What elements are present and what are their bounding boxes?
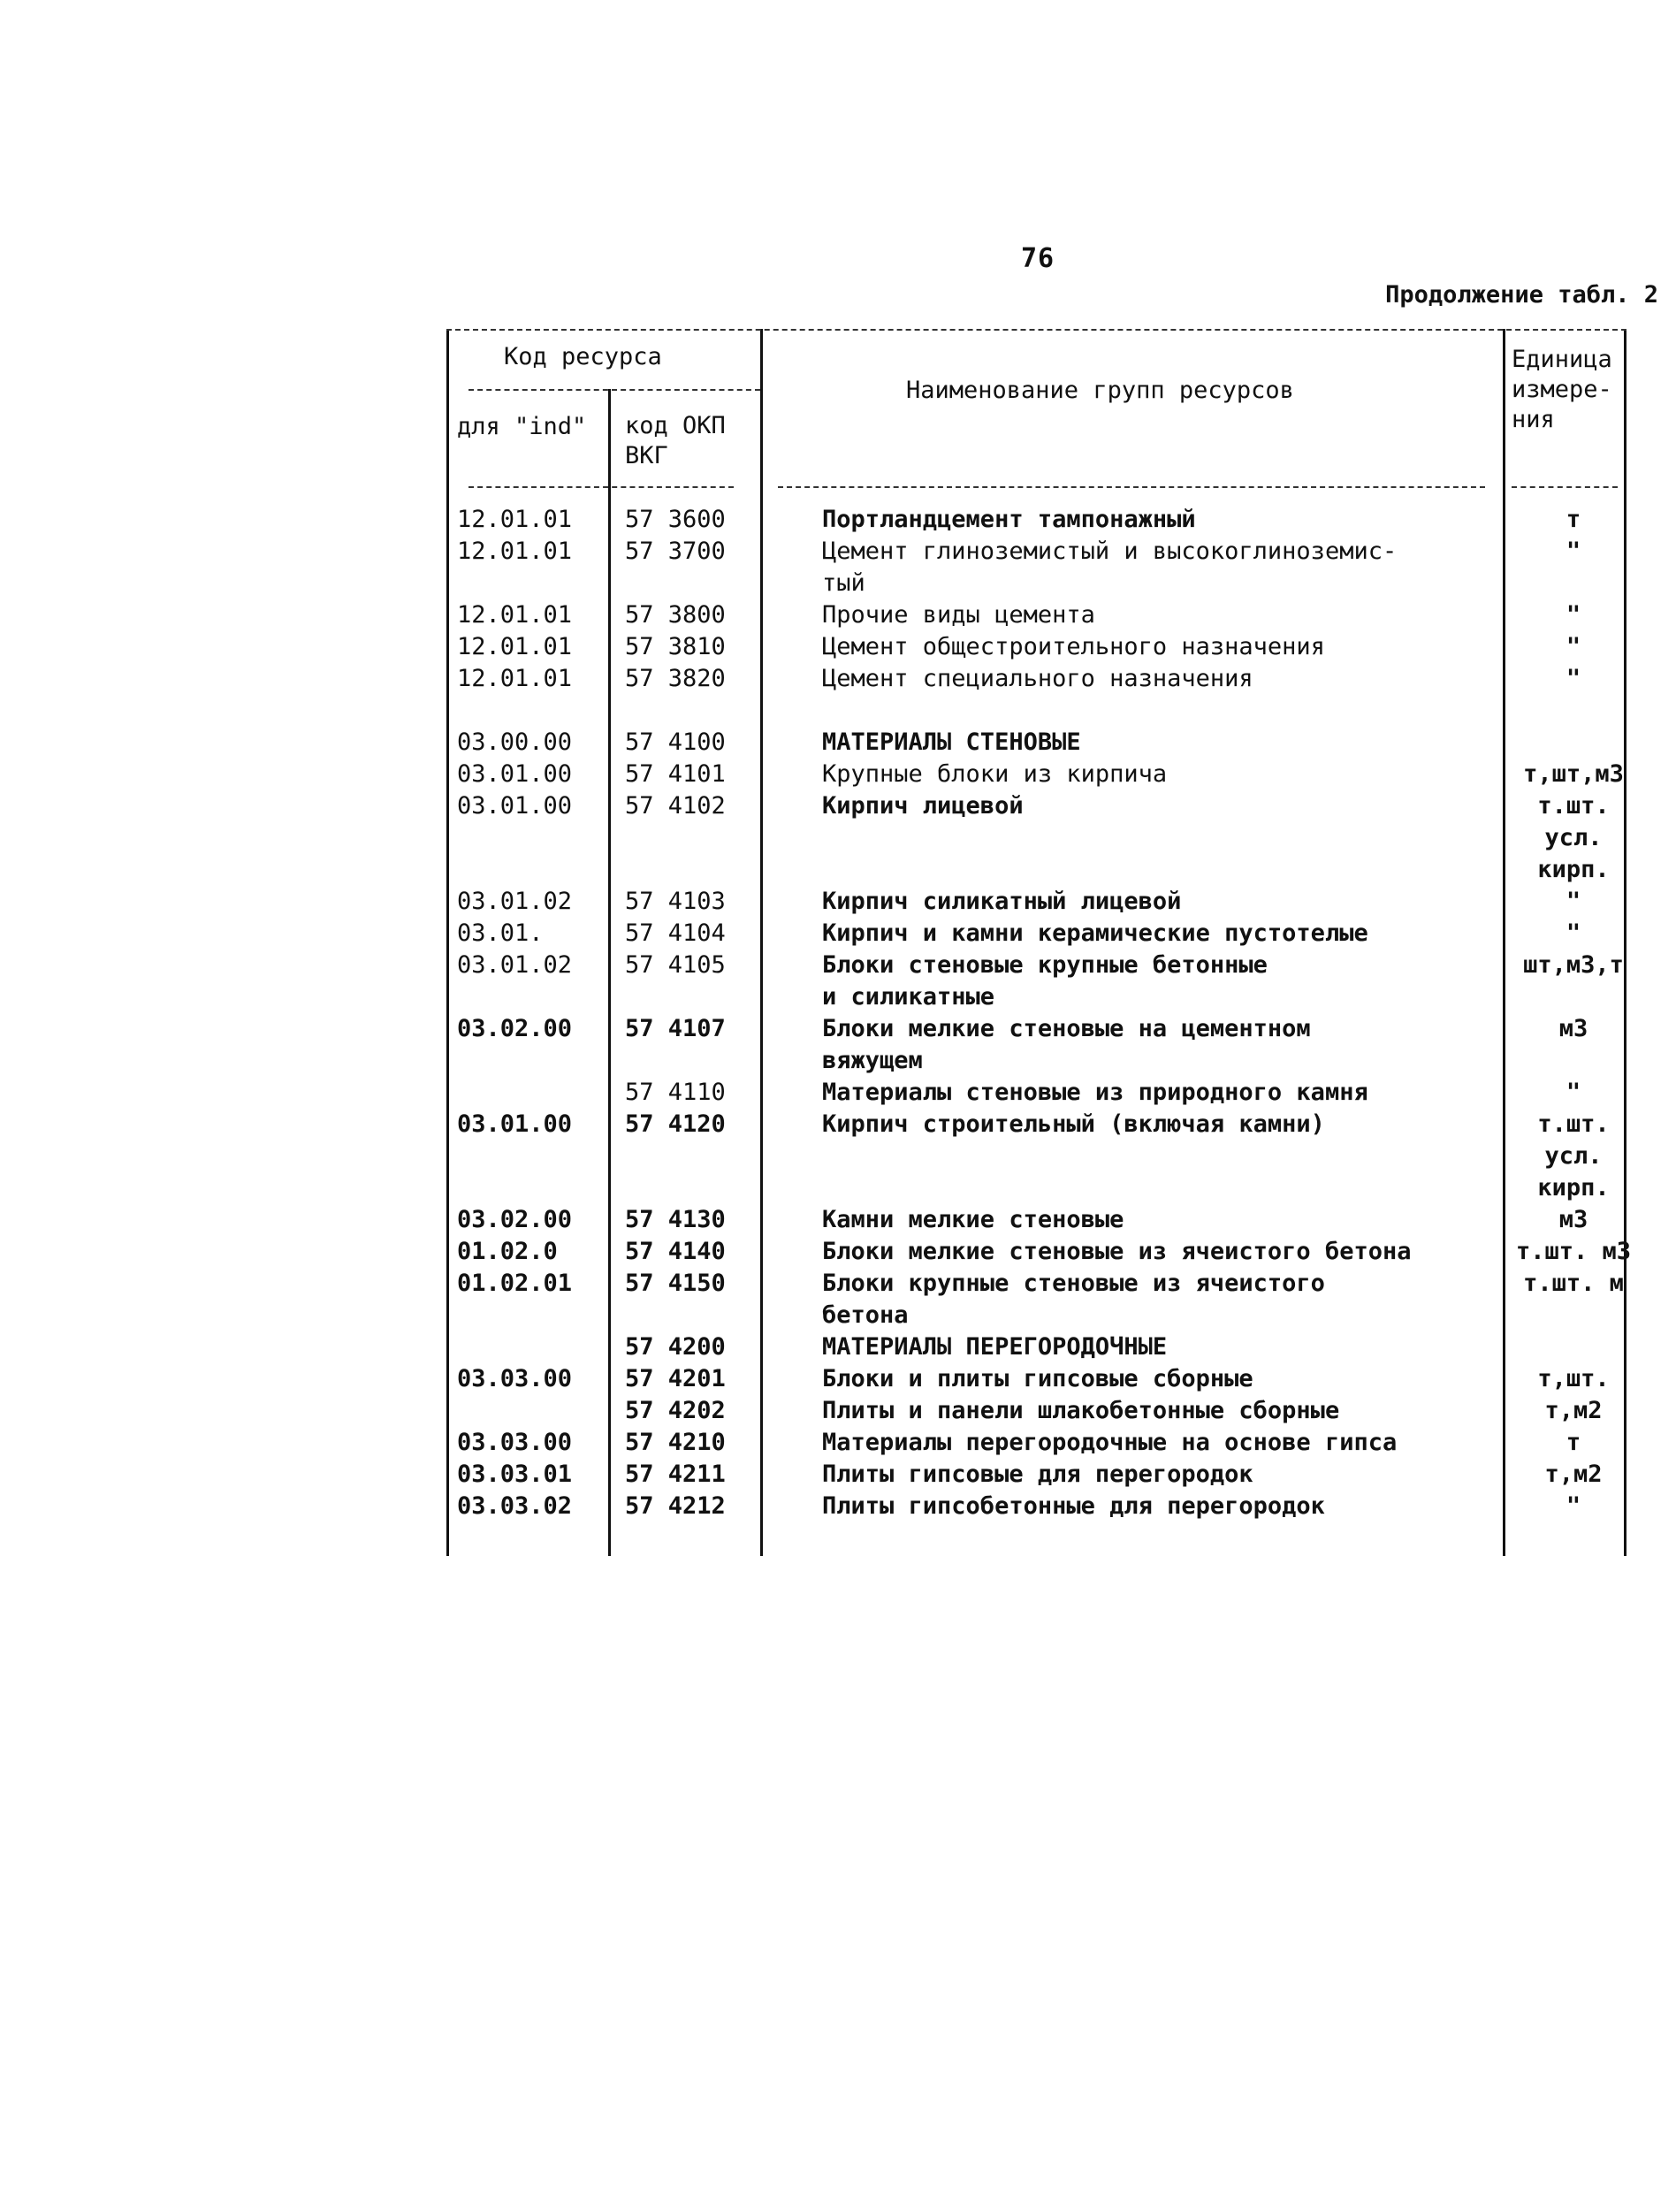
resource-name: Плиты гипсовые для перегородок [822,1461,1253,1488]
resource-name: Плиты гипсобетонные для перегородок [822,1492,1325,1520]
unit-line: усл. [1544,1142,1603,1170]
okp-code: 57 4200 [625,1333,726,1361]
unit-value: т,шт. [1537,1365,1610,1392]
header-bottom-rule [778,486,1485,488]
okp-code: 57 4211 [625,1461,726,1488]
okp-code: 57 4210 [625,1429,726,1456]
resource-name: Блоки и плиты гипсовые сборные [822,1365,1253,1392]
unit-header-line: Единица [1512,346,1612,373]
resource-name: Кирпич силикатный лицевой [822,888,1182,915]
unit-line: кирп. [1537,1174,1610,1201]
ind-code: 03.01.00 [457,792,573,820]
unit-value: " [1566,1079,1581,1106]
ind-code: 03.02.00 [457,1206,573,1233]
resource-name: Кирпич лицевой [822,792,1024,820]
unit-line: усл. [1544,824,1603,851]
unit-value: " [1566,1492,1581,1520]
unit-header-line: ния [1512,406,1555,433]
ind-code: 03.03.02 [457,1492,573,1520]
unit-value: " [1566,919,1581,947]
ind-code: 03.03.00 [457,1429,573,1456]
ind-code: 01.02.01 [457,1270,573,1297]
okp-code: 57 4102 [625,792,726,820]
unit-value: м3 [1558,1206,1588,1233]
okp-code: 57 4107 [625,1015,726,1042]
section-heading: МАТЕРИАЛЫ ПЕРЕГОРОДОЧНЫЕ [822,1333,1168,1361]
header-bottom-rule [1512,486,1618,488]
okp-code: 57 4150 [625,1270,726,1297]
name-line: Цемент глиноземистый и высокоглиноземис- [822,538,1398,565]
resource-name: Цемент специального назначения [822,665,1253,692]
name-line: Блоки стеновые крупные бетонные [822,951,1268,979]
unit-value: т,м2 [1544,1461,1603,1488]
okp-code: 57 4120 [625,1110,726,1138]
resource-name [822,1013,1476,1077]
okp-code: 57 4201 [625,1365,726,1392]
unit-value: " [1566,538,1581,565]
name-line: бетона [822,1301,909,1329]
okp-code: 57 4100 [625,728,726,756]
ind-code: 03.02.00 [457,1015,573,1042]
unit-value: т.шт. м3 [1515,1238,1632,1265]
ind-code: 03.00.00 [457,728,573,756]
okp-code: 57 4105 [625,951,726,979]
ind-code: 12.01.01 [457,506,573,533]
resource-name: Прочие виды цемента [822,601,1095,629]
ind-code: 03.01.00 [457,760,573,788]
unit-value: " [1566,633,1581,660]
unit-value: " [1566,601,1581,629]
code-group-header: Код ресурса [504,343,662,370]
ind-code: 12.01.01 [457,665,573,692]
resource-name: Кирпич строительный (включая камни) [822,1110,1325,1138]
resource-name [822,950,1476,1013]
okp-code: 57 3810 [625,633,726,660]
ind-code: 12.01.01 [457,538,573,565]
okp-code: 57 4103 [625,888,726,915]
resource-table [446,329,1642,1556]
okp-code: 57 3820 [625,665,726,692]
column-divider [760,329,763,1556]
unit-column-header [1512,345,1612,435]
unit-line: кирп. [1537,856,1610,883]
ind-code: 12.01.01 [457,633,573,660]
resource-name: Плиты и панели шлакобетонные сборные [822,1397,1340,1424]
column-divider [608,389,611,1556]
okp-code: 57 3700 [625,538,726,565]
unit-value: т.шт. м [1523,1270,1624,1297]
okp-column-header [625,411,726,471]
resource-name: Материалы стеновые из природного камня [822,1079,1368,1106]
unit-value: " [1566,888,1581,915]
resource-name: Портландцемент тампонажный [822,506,1196,533]
ind-code: 03.01.00 [457,1110,573,1138]
section-heading: МАТЕРИАЛЫ СТЕНОВЫЕ [822,728,1081,756]
ind-code: 03.01.02 [457,951,573,979]
ind-code: 12.01.01 [457,601,573,629]
unit-value: " [1566,665,1581,692]
okp-code: 57 4110 [625,1079,726,1106]
okp-code: 57 4202 [625,1397,726,1424]
column-divider [1503,329,1505,1556]
unit-header-line: измере- [1512,376,1612,403]
continuation-caption: Продолжение табл. 2 [1385,281,1658,309]
resource-name: Кирпич и камни керамические пустотелые [822,919,1368,947]
resource-name [822,1268,1476,1331]
ind-code: 03.03.00 [457,1365,573,1392]
okp-code: 57 4101 [625,760,726,788]
okp-code: 57 4212 [625,1492,726,1520]
unit-value: т [1566,506,1581,533]
name-line: вяжущем [822,1047,923,1074]
unit-value: т [1566,1429,1581,1456]
okp-code: 57 3800 [625,601,726,629]
unit-value [1507,1109,1640,1204]
resource-name: Цемент общестроительного назначения [822,633,1325,660]
unit-line: т.шт. [1537,1110,1610,1138]
unit-line: т.шт. [1537,792,1610,820]
okp-header-line: код ОКП [625,412,726,439]
okp-code: 57 4104 [625,919,726,947]
page-number: 76 [1021,243,1055,274]
ind-code: 03.01.02 [457,888,573,915]
unit-value: т,м2 [1544,1397,1603,1424]
resource-name: Камни мелкие стеновые [822,1206,1124,1233]
ind-column-header: для "ind" [457,413,587,440]
name-column-header: Наименование групп ресурсов [906,377,1294,404]
name-line: тый [822,569,865,597]
unit-value: т,шт,м3 [1523,760,1624,788]
name-line: Блоки крупные стеновые из ячеистого [822,1270,1325,1297]
ind-code: 01.02.0 [457,1238,558,1265]
name-line: Блоки мелкие стеновые на цементном [822,1015,1311,1042]
resource-name: Блоки мелкие стеновые из ячеистого бетона [822,1238,1412,1265]
code-group-rule [469,389,760,391]
table-left-border [446,329,449,1556]
resource-name [822,536,1476,599]
resource-name: Крупные блоки из кирпича [822,760,1168,788]
unit-value: шт,м3,т [1523,951,1624,979]
okp-code: 57 4130 [625,1206,726,1233]
ind-code: 03.01. [457,919,544,947]
unit-value [1507,790,1640,886]
name-line: и силикатные [822,983,995,1011]
resource-name: Материалы перегородочные на основе гипса [822,1429,1398,1456]
okp-header-line: ВКГ [625,442,668,469]
table-top-rule [446,329,1626,331]
ind-code: 03.03.01 [457,1461,573,1488]
header-bottom-rule [469,486,734,488]
okp-code: 57 3600 [625,506,726,533]
okp-code: 57 4140 [625,1238,726,1265]
unit-value: м3 [1558,1015,1588,1042]
